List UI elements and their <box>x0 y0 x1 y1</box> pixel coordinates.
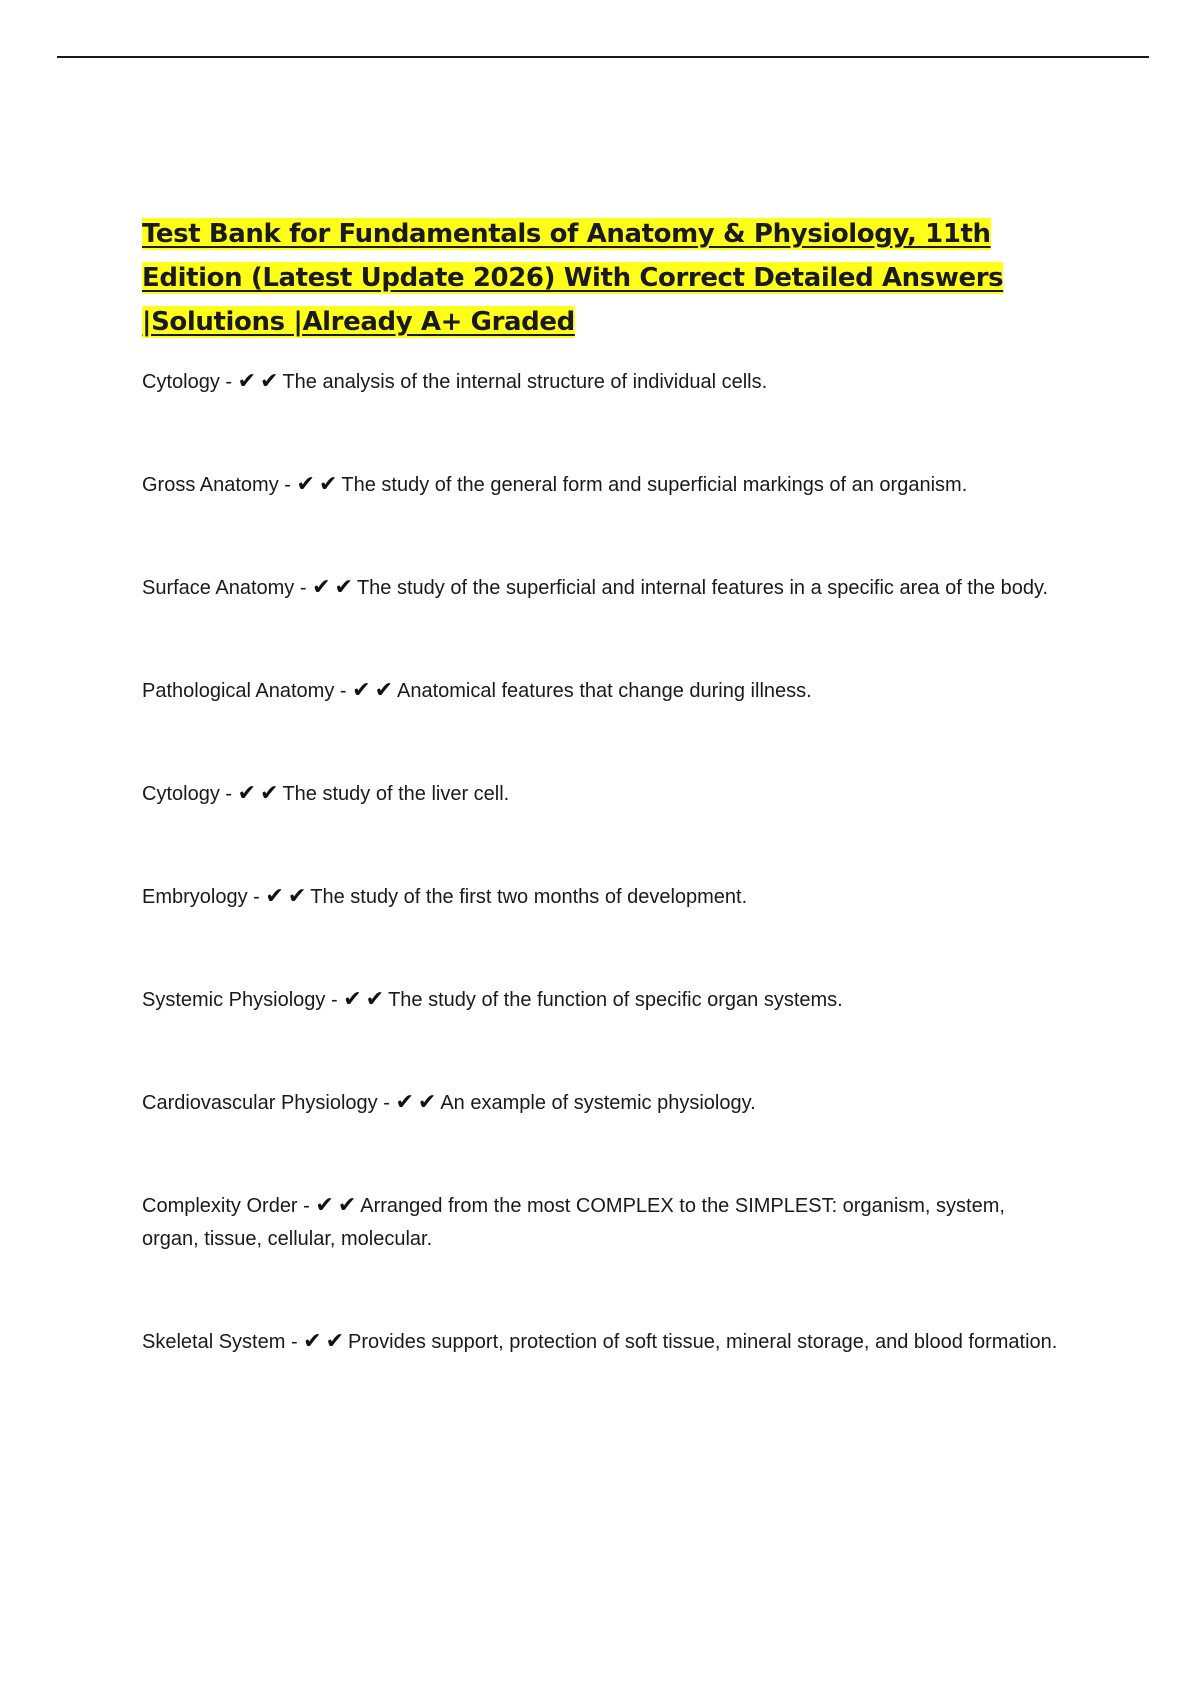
checkmark-icon: ✔ <box>325 1328 345 1353</box>
checkmark-icon: ✔ <box>265 883 284 908</box>
checkmark-icon: ✔ <box>260 780 279 805</box>
qa-answer: Provides support, protection of soft tissue, mineral storage, and blood formation. <box>348 1331 1058 1353</box>
qa-item: Complexity Order - ✔ ✔ Arranged from the most COMPLEX to the SIMPLEST: organism, system, organ, tissue, cellular, molecular. <box>142 1188 1062 1256</box>
qa-answer: The study of the first two months of development. <box>310 886 748 908</box>
qa-answer: Anatomical features that change during illness. <box>397 680 812 702</box>
qa-term: Complexity Order <box>142 1195 298 1217</box>
qa-answer: The study of the function of specific organ systems. <box>388 989 843 1011</box>
qa-item: Pathological Anatomy - ✔ ✔ Anatomical features that change during illness. <box>142 673 1062 708</box>
checkmark-icon: ✔ <box>395 1089 414 1114</box>
checkmark-icon: ✔ <box>260 368 279 393</box>
qa-item: Systemic Physiology - ✔ ✔ The study of the function of specific organ systems. <box>142 982 1062 1017</box>
qa-item: Cardiovascular Physiology - ✔ ✔ An example of systemic physiology. <box>142 1085 1062 1120</box>
checkmark-icon: ✔ <box>337 1192 357 1217</box>
qa-answer: Arranged from the most COMPLEX to the SIMPLEST: organism, system, organ, tissue, cellular, molecular. <box>142 1195 1005 1250</box>
checkmark-icon: ✔ <box>296 471 315 496</box>
qa-answer: The study of the liver cell. <box>282 783 510 805</box>
qa-term: Skeletal System <box>142 1331 286 1353</box>
checkmark-icon: ✔ <box>303 1328 322 1353</box>
qa-answer: The study of the superficial and internal features in a specific area of the body. <box>356 577 1049 599</box>
qa-term: Surface Anatomy <box>142 577 295 599</box>
checkmark-icon: ✔ <box>312 574 331 599</box>
qa-term: Cytology <box>142 371 220 393</box>
document-body <box>142 212 1062 1359</box>
checkmark-icon: ✔ <box>365 986 385 1011</box>
qa-item: Surface Anatomy - ✔ ✔ The study of the superficial and internal features in a specific area of the body. <box>142 570 1062 605</box>
title-highlight: Test Bank for Fundamentals of Anatomy & Physiology, 11th Edition (Latest Update 2026) With Correct Detailed Answers |Solutions |Already A+ Graded <box>142 219 1004 337</box>
qa-item: Cytology - ✔ ✔ The study of the liver cell. <box>142 776 1062 811</box>
qa-answer: The study of the general form and superficial markings of an organism. <box>341 474 968 496</box>
checkmark-icon: ✔ <box>352 677 371 702</box>
header-rule <box>57 56 1149 58</box>
qa-item: Embryology - ✔ ✔ The study of the first two months of development. <box>142 879 1062 914</box>
qa-term: Embryology <box>142 886 248 908</box>
qa-item: Cytology - ✔ ✔ The analysis of the internal structure of individual cells. <box>142 364 1062 399</box>
checkmark-icon: ✔ <box>343 986 362 1011</box>
checkmark-icon: ✔ <box>315 1192 334 1217</box>
qa-term: Cytology <box>142 783 220 805</box>
qa-term: Cardiovascular Physiology <box>142 1092 378 1114</box>
checkmark-icon: ✔ <box>318 471 338 496</box>
checkmark-icon: ✔ <box>287 883 307 908</box>
qa-item: Gross Anatomy - ✔ ✔ The study of the general form and superficial markings of an organism. <box>142 467 1062 502</box>
checkmark-icon: ✔ <box>374 677 393 702</box>
checkmark-icon: ✔ <box>237 780 257 805</box>
qa-term: Systemic Physiology <box>142 989 326 1011</box>
qa-item: Skeletal System - ✔ ✔ Provides support, protection of soft tissue, mineral storage, and blood formation. <box>142 1324 1062 1359</box>
checkmark-icon: ✔ <box>334 574 353 599</box>
checkmark-icon: ✔ <box>237 368 257 393</box>
checkmark-icon: ✔ <box>417 1089 437 1114</box>
qa-term: Pathological Anatomy <box>142 680 335 702</box>
qa-answer: The analysis of the internal structure of individual cells. <box>282 371 768 393</box>
qa-answer: An example of systemic physiology. <box>440 1092 756 1114</box>
document-title <box>142 212 1062 344</box>
qa-term: Gross Anatomy <box>142 474 279 496</box>
